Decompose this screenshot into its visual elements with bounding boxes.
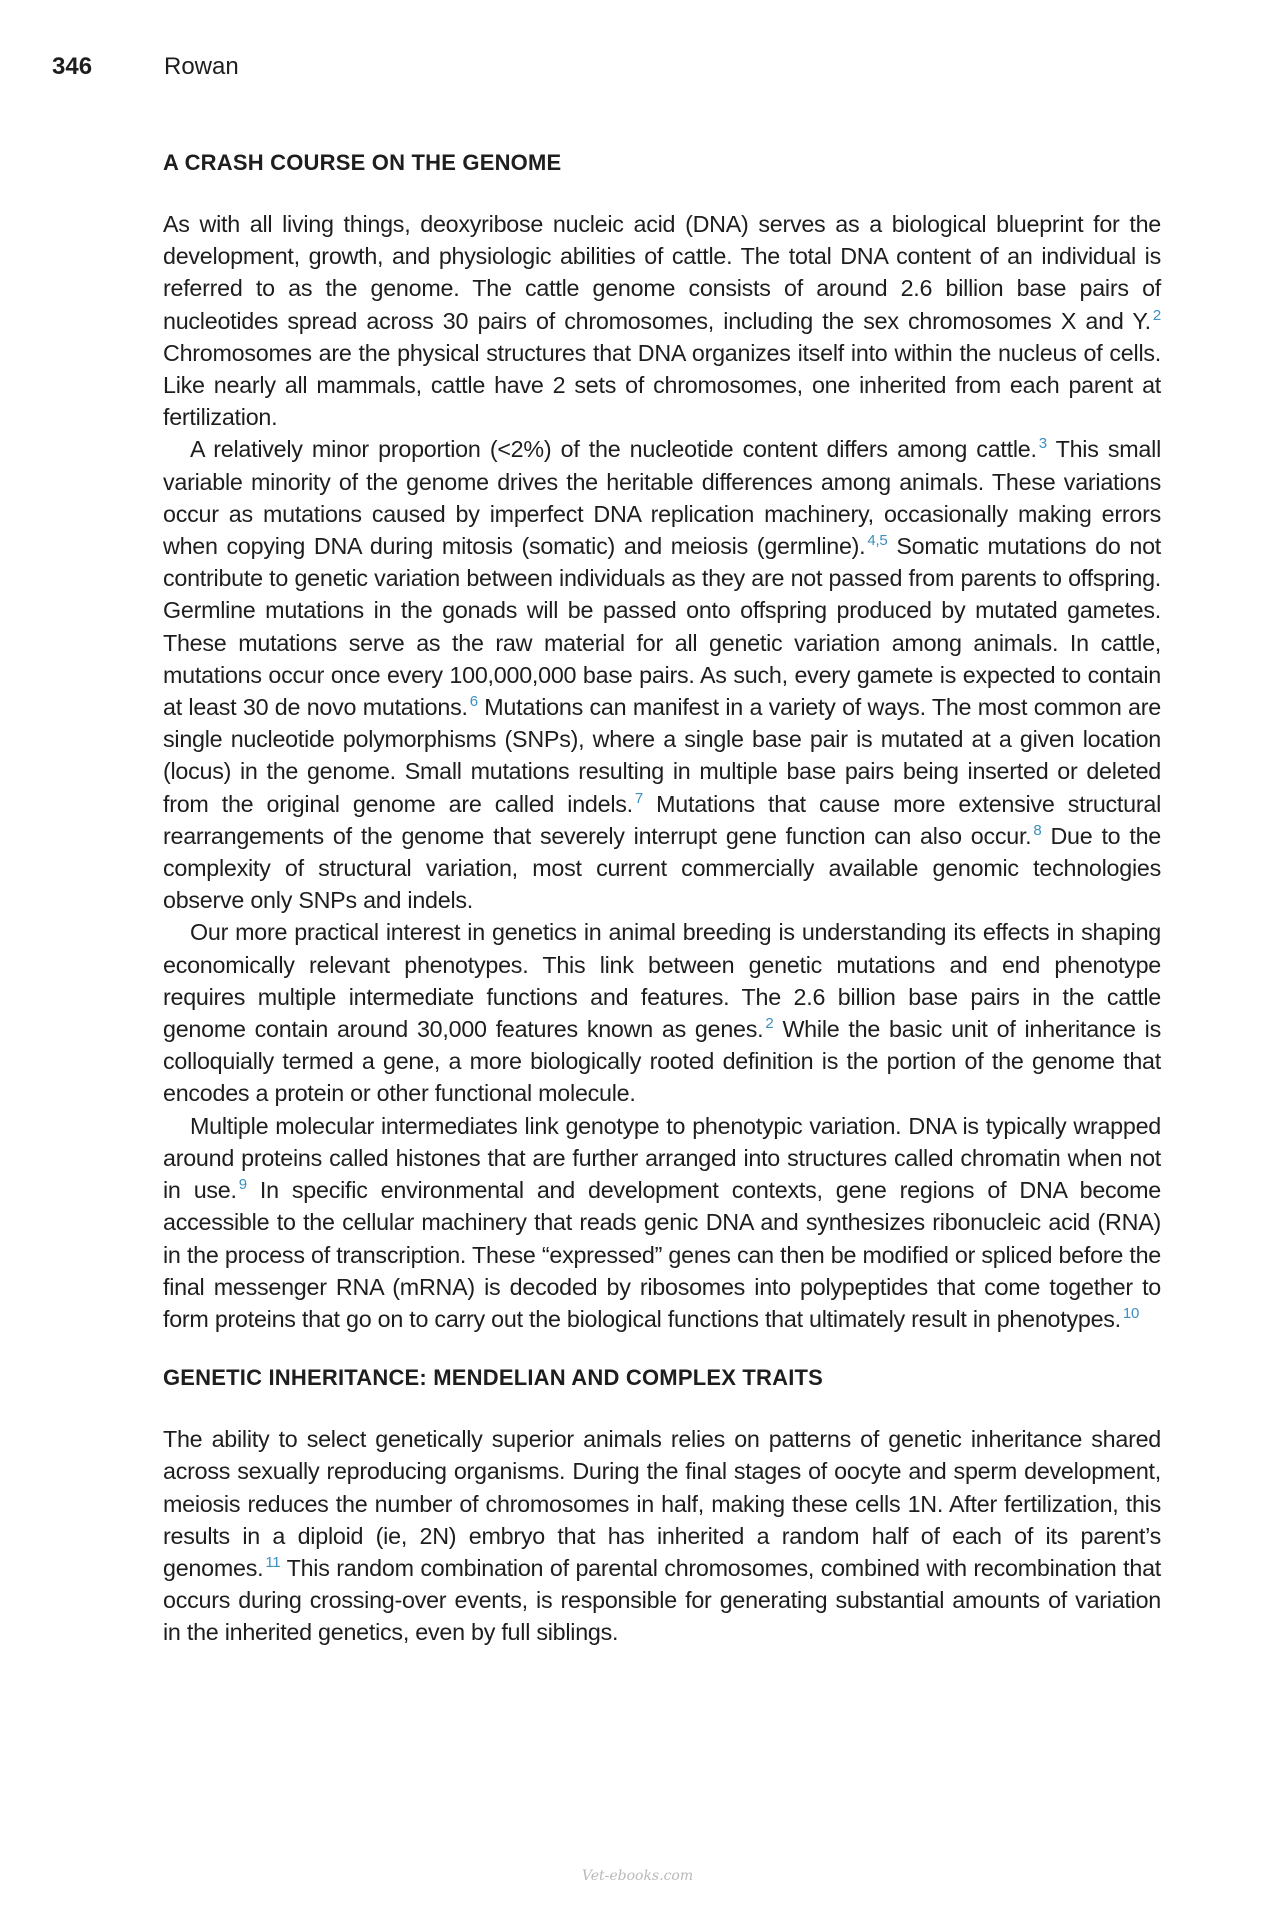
paragraph [163,1423,1161,1648]
reference-link[interactable]: 7 [634,789,643,807]
article-body [163,148,1161,1649]
paragraph-text: Mutations that cause more extensive structural rearrangements of the genome that severely interrupt gene function can also occur. [163,790,1161,849]
section-heading-inheritance: GENETIC INHERITANCE: MENDELIAN AND COMPLEX TRAITS [163,1365,824,1391]
reference-link[interactable]: 3 [1038,435,1047,453]
paragraph-text: Multiple molecular intermediates link genotype to phenotypic variation. DNA is typically wrapped around proteins called histones that are further arranged into structures called chromatin when not in use. [163,1112,1161,1204]
paragraph-text: Mutations can manifest in a variety of ways. The most common are single nucleotide polymorphisms (SNPs), where a single base pair is mutated at a given location (locus) in the genome. Small mutations resulting in multiple base pairs being inserted or deleted from the original genome are called indels. [163,694,1161,817]
paragraph [163,208,1161,433]
reference-link[interactable]: 2 [1152,306,1161,324]
paragraph [163,916,1161,1109]
reference-link[interactable]: 9 [238,1176,247,1194]
paragraph-text: Our more practical interest in genetics in animal breeding is understanding its effects in shaping economically relevant phenotypes. This link between genetic mutations and end phenotype requires multiple intermediate functions and features. The 2.6 billion base pairs in the cattle genome contain around 30,000 features known as genes. [163,919,1161,1043]
page-number: 346 [52,53,93,80]
reference-link[interactable]: 4,5 [867,532,888,550]
reference-link[interactable]: 8 [1033,821,1042,839]
reference-link[interactable]: 10 [1122,1304,1140,1322]
paragraph-text: In specific environmental and development contexts, gene regions of DNA become accessible to the cellular machinery that reads genic DNA and synthesizes ribonucleic acid (RNA) in the process of transcription. These “expressed” genes can then be modified or spliced before the final messenger RNA (mRNA) is decoded by ribosomes into polypeptides that come together to form proteins that go on to carry out the biological functions that ultimately result in phenotypes. [163,1177,1161,1332]
section-heading-genome: A CRASH COURSE ON THE GENOME [163,150,562,175]
paragraph-text: This random combination of parental chromosomes, combined with recombination that occurs during crossing-over events, is responsible for generating substantial amounts of variation in the inherited genetics, even by full siblings. [163,1554,1161,1646]
running-head: Rowan [164,53,239,80]
paragraph-text: This small variable minority of the genome drives the heritable differences among animals. These variations occur as mutations caused by imperfect DNA replication machinery, occasionally making errors when copying DNA during mitosis (somatic) and meiosis (germline). [163,436,1161,560]
paragraph-text: As with all living things, deoxyribose nucleic acid (DNA) serves as a biological blueprint for the development, growth, and physiologic abilities of cattle. The total DNA content of an individual is referred to as the genome. The cattle genome consists of around 2.6 billion base pairs of nucleotides spread across 30 pairs of chromosomes, including the sex chromosomes X and Y. [163,211,1161,334]
reference-link[interactable]: 11 [265,1553,281,1571]
paragraph-text: Due to the complexity of structural variation, most current commercially available genomic technologies observe only SNPs and indels. [163,822,1161,914]
paragraph-text: A relatively minor proportion (<2%) of the nucleotide content differs among cattle. [190,436,1037,463]
paragraph-text: Somatic mutations do not contribute to genetic variation between individuals as they are not passed from parents to offspring. Germline mutations in the gonads will be passed onto offspring produced by mutated gametes. These mutations serve as the raw material for all genetic variation among animals. In cattle, mutations occur once every 100,000,000 base pairs. As such, every gamete is expected to contain at least 30 de novo mutations. [163,533,1161,721]
paragraph-text: The ability to select genetically superior animals relies on patterns of genetic inheritance shared across sexually reproducing organisms. During the final stages of oocyte and sperm development, meiosis reduces the number of chromosomes in half, making these cells 1N. After fertilization, this results in a diploid (ie, 2N) embryo that has inherited a random half of each of its parent’s genomes. [163,1426,1161,1581]
page-header [52,52,239,82]
paragraph [163,433,1161,916]
reference-link[interactable]: 6 [469,693,478,711]
paragraph-text: While the basic unit of inheritance is colloquially termed a gene, a more biologically rooted definition is the portion of the genome that encodes a protein or other functional molecule. [163,1016,1161,1107]
paragraph [163,1110,1161,1335]
watermark-logo: Vet-ebooks.com [581,1868,694,1884]
reference-link[interactable]: 2 [765,1015,774,1033]
paragraph-text: Chromosomes are the physical structures that DNA organizes itself into within the nucleus of cells. Like nearly all mammals, cattle have 2 sets of chromosomes, one inherited from each parent at fertilization. [163,339,1161,431]
